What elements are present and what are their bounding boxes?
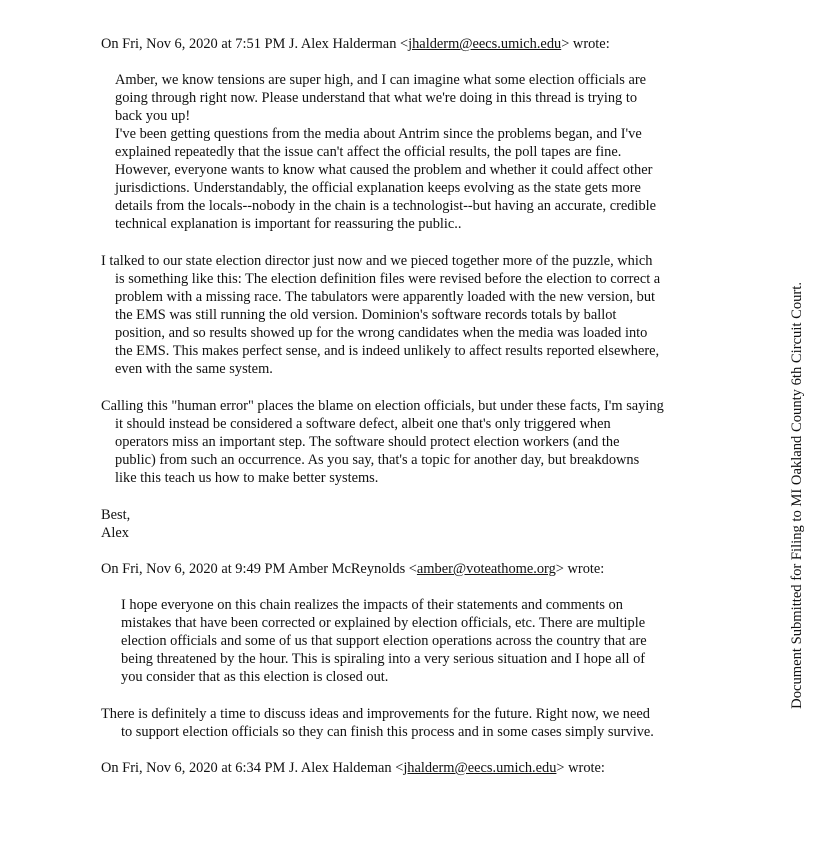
email-link[interactable]: jhalderm@eecs.umich.edu <box>408 36 562 52</box>
text-line: it should instead be considered a software defect, albeit one that's only triggered when <box>115 416 611 432</box>
email-header-halderman-751pm <box>101 35 610 53</box>
text-line: even with the same system. <box>115 361 273 377</box>
court-filing-stamp <box>788 282 806 842</box>
text-line: back you up! <box>115 108 191 124</box>
court-filing-stamp-text: Document Submitted for Filing to MI Oakland County 6th Circuit Court. <box>789 282 805 709</box>
header-prefix: On Fri, Nov 6, 2020 at 7:51 PM J. Alex Halderman < <box>101 36 409 52</box>
text-line: jurisdictions. Understandably, the official explanation keeps evolving as the state gets more <box>115 180 641 196</box>
text-line: Amber, we know tensions are super high, and I can imagine what some election officials are <box>115 72 647 88</box>
email-link[interactable]: jhalderm@eecs.umich.edu <box>403 760 557 776</box>
text-line: problem with a missing race. The tabulators were apparently loaded with the new version, but <box>115 289 656 305</box>
text-line: mistakes that have been corrected or explained by election officials, etc. There are multiple <box>121 615 646 631</box>
text-line: technical explanation is important for reassuring the public.. <box>115 216 462 232</box>
text-line: There is definitely a time to discuss ideas and improvements for the future. Right now, we need <box>101 706 650 722</box>
signoff-greeting: Best, <box>101 507 131 523</box>
text-line: operators miss an important step. The software should protect election workers (and the <box>115 434 620 450</box>
email-header-haldeman-634pm <box>101 759 605 777</box>
header-prefix: On Fri, Nov 6, 2020 at 9:49 PM Amber McReynolds < <box>101 561 417 577</box>
text-line: is something like this: The election definition files were revised before the election to correct a <box>115 271 661 287</box>
email-link[interactable]: amber@voteathome.org <box>416 561 556 577</box>
text-line: to support election officials so they can finish this process and in some cases simply survive. <box>121 724 654 740</box>
text-line: public) from such an occurrence. As you say, that's a topic for another day, but breakdowns <box>115 452 640 468</box>
text-line: election officials and some of us that support election operations across the country that are <box>121 633 647 649</box>
text-line: the EMS was still running the old version. Dominion's software records totals by ballot <box>115 307 617 323</box>
text-line: the EMS. This makes perfect sense, and is indeed unlikely to affect results reported elsewhere, <box>115 343 660 359</box>
header-suffix: > wrote: <box>556 760 605 776</box>
text-line: explained repeatedly that the issue can't affect the official results, the poll tapes are fine. <box>115 144 622 160</box>
text-line: I've been getting questions from the media about Antrim since the problems began, and I've <box>115 126 642 142</box>
header-suffix: > wrote: <box>555 561 605 577</box>
email-header-mcreynolds-949pm <box>101 560 604 578</box>
text-line: However, everyone wants to know what caused the problem and whether it could affect other <box>115 162 653 178</box>
text-line: position, and so results showed up for the wrong candidates when the media was loaded into <box>115 325 648 341</box>
text-line: details from the locals--nobody in the chain is a technologist--but having an accurate, credible <box>115 198 657 214</box>
text-line: being threatened by the hour. This is spiraling into a very serious situation and I hope all of <box>121 651 646 667</box>
signoff-name: Alex <box>101 525 129 541</box>
text-line: Calling this "human error" places the blame on election officials, but under these facts, I'm saying <box>101 398 664 414</box>
header-suffix: > wrote: <box>561 36 610 52</box>
text-line: like this teach us how to make better systems. <box>115 470 379 486</box>
text-line: you consider that as this election is closed out. <box>121 669 389 685</box>
text-line: going through right now. Please understand that what we're doing in this thread is trying to <box>115 90 638 106</box>
text-line: I hope everyone on this chain realizes the impacts of their statements and comments on <box>121 597 623 613</box>
header-prefix: On Fri, Nov 6, 2020 at 6:34 PM J. Alex Haldeman < <box>101 760 404 776</box>
text-line: I talked to our state election director just now and we pieced together more of the puzzle, which <box>101 253 653 269</box>
